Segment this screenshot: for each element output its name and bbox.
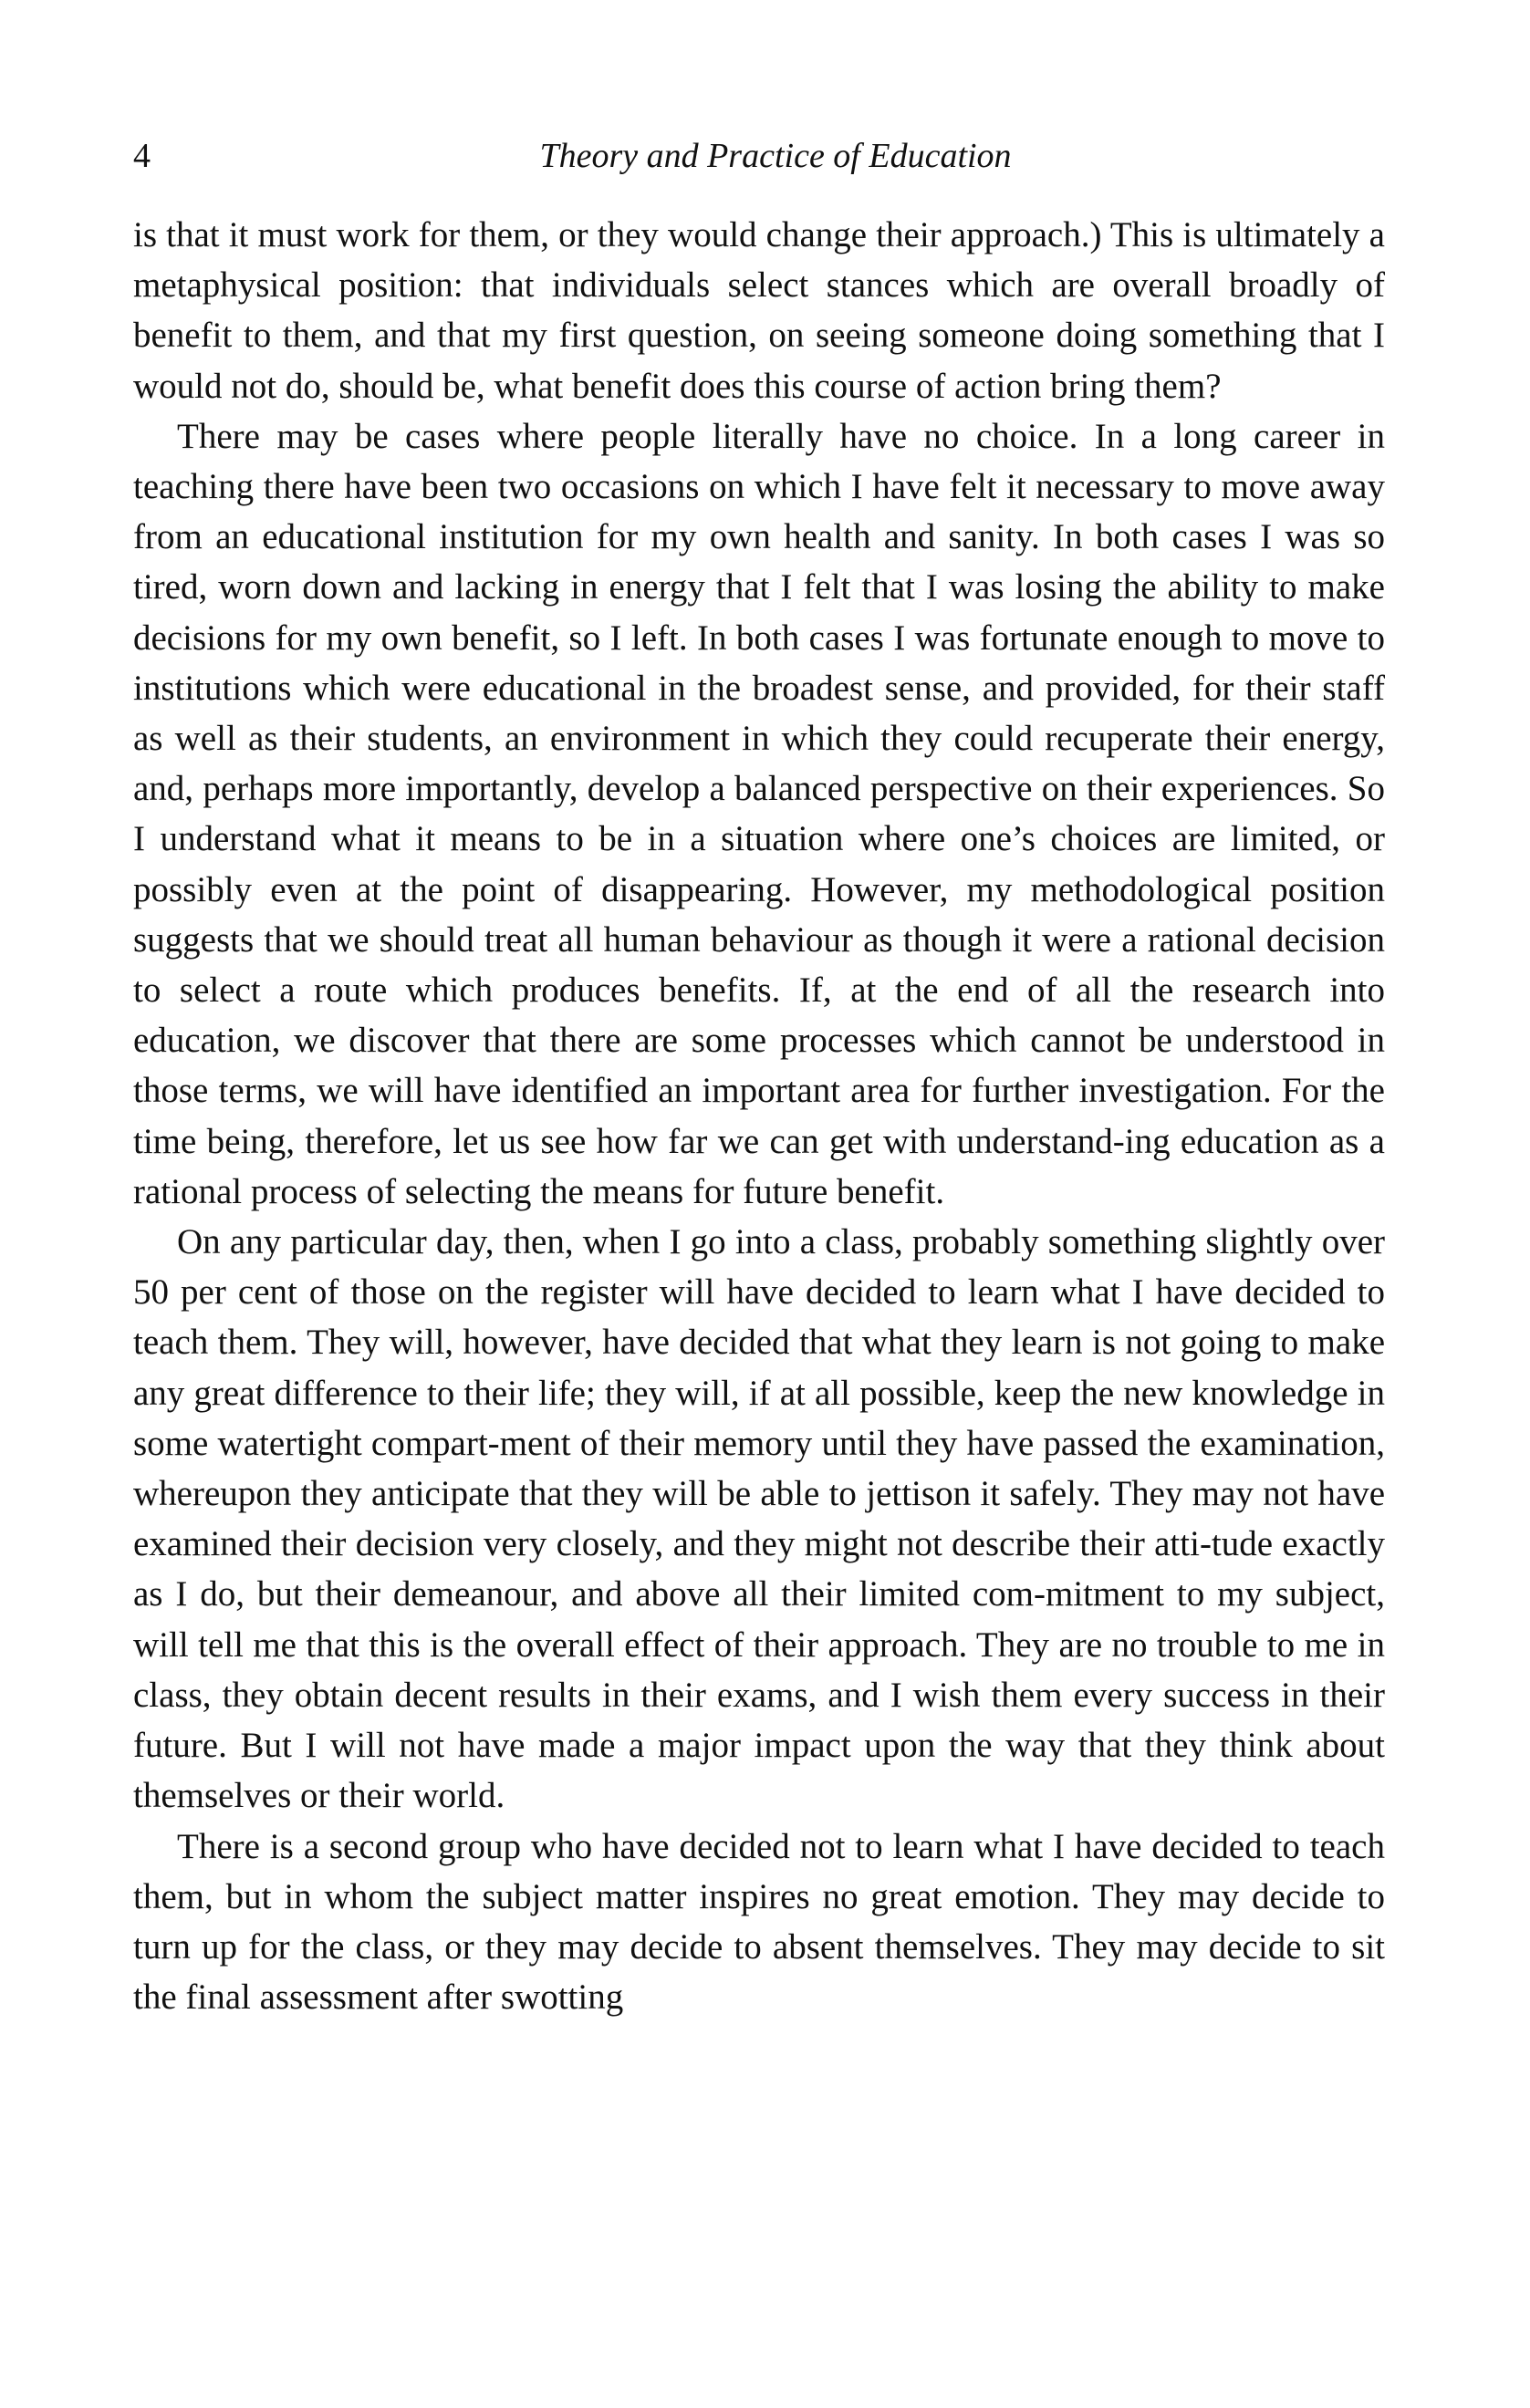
paragraph-1: is that it must work for them, or they would change their approach.) This is ultimately a metaphysical position: that individuals select stances which are overall broadly of benefit to them, and that my first question, on seeing someone doing something that I would not do, should be, what benefit does this course of action bring them? bbox=[133, 215, 1385, 406]
paragraph-3: On any particular day, then, when I go into a class, probably something slightly over 50 per cent of those on the register will have decided to learn what I have decided to teach them. They will, however, have decided that what they learn is not going to make any great difference to their life; they will, if at all possible, keep the new knowledge in some watertight compart-ment of their memory until they have passed the examination, whereupon they anticipate that they will be able to jettison it safely. They may not have examined their decision very closely, and they might not describe their atti-tude exactly as I do, but their demeanour, and above all their limited com-mitment to my subject, will tell me that this is the overall effect of their approach. They are no trouble to me in class, they obtain decent results in their exams, and I wish them every success in their future. But I will not have made a major impact upon the way that they think about themselves or their world. bbox=[133, 1222, 1385, 1816]
page-number: 4 bbox=[133, 137, 151, 175]
paragraph-2: There may be cases where people literally have no choice. In a long career in teaching there have been two occasions on which I have felt it necessary to move away from an educational institution for my own health and sanity. In both cases I was so tired, worn down and lacking in energy that I felt that I was losing the ability to make decisions for my own benefit, so I left. In both cases I was fortunate enough to move to institutions which were educational in the broadest sense, and provided, for their staff as well as their students, an environment in which they could recuperate their energy, and, perhaps more importantly, develop a balanced perspective on their experiences. So I understand what it means to be in a situation where one’s choices are limited, or possibly even at the point of disappearing. However, my methodological position suggests that we should treat all human behaviour as though it were a rational decision to select a route which produces benefits. If, at the end of all the research into education, we discover that there are some processes which cannot be understood in those terms, we will have identified an important area for further investigation. For the time being, therefore, let us see how far we can get with understand-ing education as a rational process of selecting the means for future benefit. bbox=[133, 416, 1385, 1211]
paragraph-4: There is a second group who have decided not to learn what I have decided to teach them, but in whom the subject matter inspires no great emotion. They may decide to turn up for the class, or they may decide to absent themselves. They may decide to sit the final assessment after swotting bbox=[133, 1826, 1385, 2018]
body-text bbox=[133, 210, 1385, 2022]
running-head bbox=[133, 135, 1381, 190]
running-title: Theory and Practice of Education bbox=[539, 137, 1012, 175]
